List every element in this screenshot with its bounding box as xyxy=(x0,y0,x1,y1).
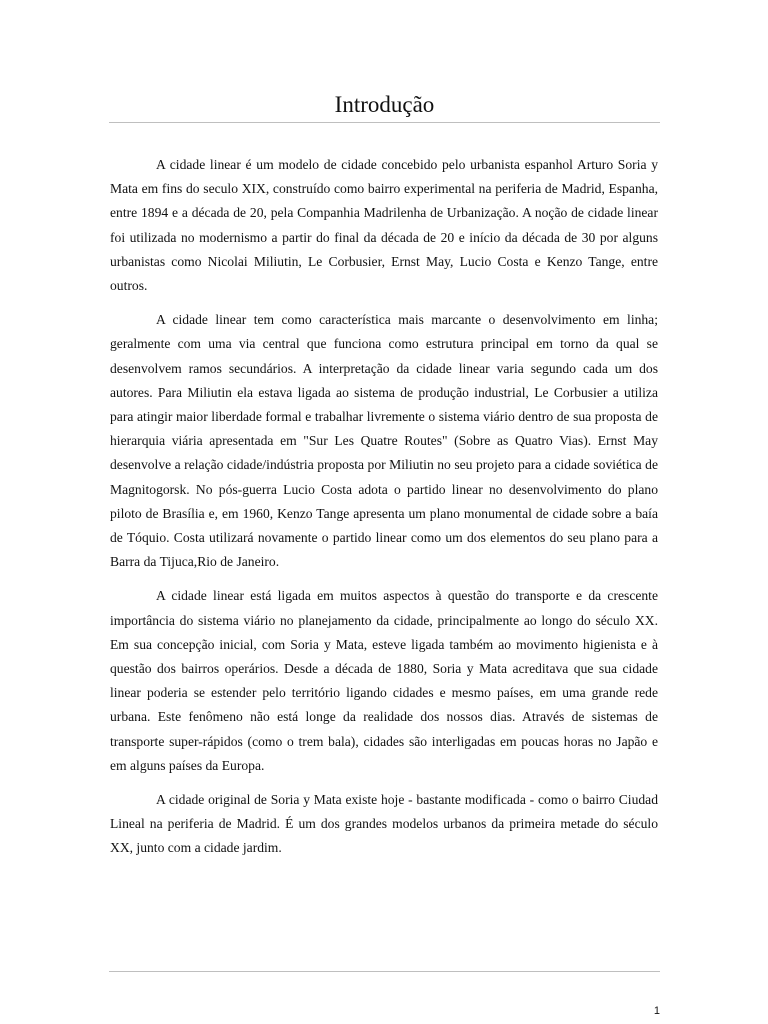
footer-divider xyxy=(109,971,660,972)
body-text xyxy=(110,153,658,871)
page-number: 1 xyxy=(653,1005,660,1017)
title-divider xyxy=(109,122,660,123)
paragraph-4: A cidade original de Soria y Mata existe hoje - bastante modificada - como o bairro Ciudad Lineal na periferia de Madrid. É um dos grandes modelos urbanos da primeira metade do século XX, junto com a cidade jardim. xyxy=(110,792,658,856)
page-title: Introdução xyxy=(334,92,435,117)
paragraph-1: A cidade linear é um modelo de cidade concebido pelo urbanista espanhol Arturo Soria y Mata em fins do seculo XIX, construído como bairro experimental na periferia de Madrid, Espanha, entre 1894 e a década de 20, pela Companhia Madrilenha de Urbanização. A noção de cidade linear foi utilizada no modernismo a partir do final da década de 20 e início da década de 30 por alguns urbanistas como Nicolai Miliutin, Le Corbusier, Ernst May, Lucio Costa e Kenzo Tange, entre outros. xyxy=(110,157,658,294)
paragraph-2: A cidade linear tem como característica mais marcante o desenvolvimento em linha; geralmente com uma via central que funciona como estrutura principal em torno da qual se desenvolvem ramos secundários. A interpretação da cidade linear varia segundo cada um dos autores. Para Miliutin ela estava ligada ao sistema de produção industrial, Le Corbusier a utiliza para atingir maior liberdade formal e trabalhar livremente o sistema viário dentro de sua proposta de hierarquia viária apresentada em "Sur Les Quatre Routes" (Sobre as Quatro Vias). Ernst May desenvolve a relação cidade/indústria proposta por Miliutin no seu projeto para a cidade soviética de Magnitogorsk. No pós-guerra Lucio Costa adota o partido linear no desenvolvimento do plano piloto de Brasília e, em 1960, Kenzo Tange apresenta um plano monumental de cidade sobre a baía de Tóquio. Costa utilizará novamente o partido linear como um dos elementos do seu plano para a Barra da Tijuca,Rio de Janeiro. xyxy=(110,312,658,570)
paragraph-3: A cidade linear está ligada em muitos aspectos à questão do transporte e da crescente importância do sistema viário no planejamento da cidade, principalmente ao longo do século XX. Em sua concepção inicial, com Soria y Mata, esteve ligada também ao movimento higienista e à questão dos bairros operários. Desde a década de 1880, Soria y Mata acreditava que sua cidade linear poderia se estender pelo território ligando cidades e mesmo países, em uma grande rede urbana. Este fenômeno não está longe da realidade dos nossos dias. Através de sistemas de transporte super-rápidos (como o trem bala), cidades são interligadas em poucas horas no Japão e em alguns países da Europa. xyxy=(110,588,658,773)
